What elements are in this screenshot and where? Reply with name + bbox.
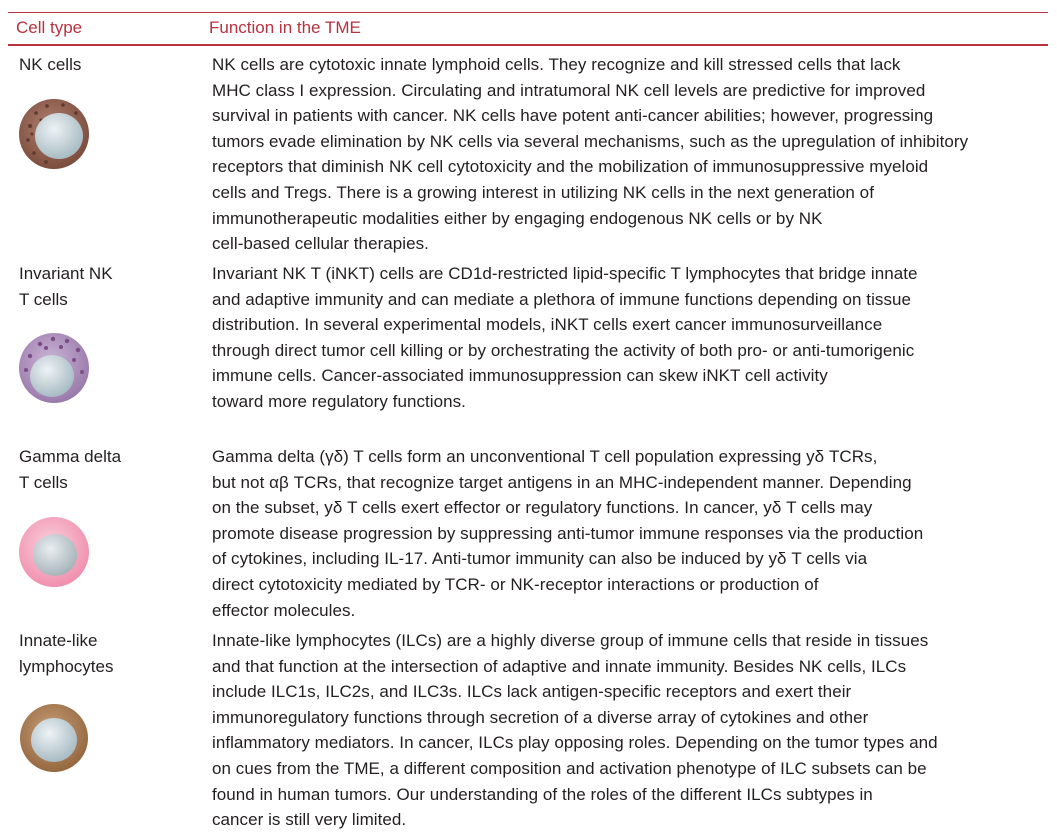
function-line: direct cytotoxicity mediated by TCR- or NK-receptor interactions or production of (212, 574, 819, 594)
function-line: toward more regulatory functions. (212, 391, 466, 411)
function-line: receptors that diminish NK cell cytotoxicity and the mobilization of immunosuppressive myeloid (212, 157, 929, 177)
function-description (212, 52, 1052, 257)
function-line: through direct tumor cell killing or by orchestrating the activity of both pro- or anti-tumorigenic (212, 340, 915, 360)
inkt-cell-icon (16, 330, 92, 406)
function-line: but not αβ TCRs, that recognize target antigens in an MHC-independent manner. Depending (212, 472, 912, 492)
function-line: cell-based cellular therapies. (212, 234, 429, 254)
function-line: immunotherapeutic modalities either by engaging endogenous NK cells or by NK (212, 208, 823, 228)
function-line: of cytokines, including IL-17. Anti-tumor immunity can also be induced by yδ T cells via (212, 549, 868, 569)
cell-type-label (19, 261, 189, 312)
ilc-cell-icon (16, 700, 92, 776)
function-line: NK cells are cytotoxic innate lymphoid cells. They recognize and kill stressed cells that lack (212, 55, 901, 74)
column-header-function: Function in the TME (209, 18, 361, 37)
function-line: tumors evade elimination by NK cells via several mechanisms, such as the upregulation of inhibitory (212, 131, 969, 151)
column-header-cell-type: Cell type (16, 18, 83, 37)
function-line: found in human tumors. Our understanding of the roles of the different ILCs subtypes in (212, 784, 873, 804)
function-line: effector molecules. (212, 600, 356, 620)
function-line: cancer is still very limited. (212, 810, 407, 830)
nk-cell-icon (16, 96, 92, 172)
cell-type-label (19, 628, 189, 679)
cell-type-line: Invariant NK (19, 264, 113, 283)
function-line: inflammatory mediators. In cancer, ILCs play opposing roles. Depending on the tumor types and (212, 733, 938, 753)
function-line: and adaptive immunity and can mediate a plethora of immune functions depending on tissue (212, 289, 911, 309)
function-line: on the subset, yδ T cells exert effector or regulatory functions. In cancer, yδ T cells may (212, 498, 873, 518)
function-line: on cues from the TME, a different composition and activation phenotype of ILC subsets can be (212, 758, 927, 778)
cell-type-label (19, 52, 189, 78)
cell-type-line: Innate-like (19, 631, 98, 650)
function-line: immune cells. Cancer-associated immunosuppression can skew iNKT cell activity (212, 366, 828, 386)
gamma-delta-t-cell-icon (16, 514, 92, 590)
function-line: Gamma delta (γδ) T cells form an unconventional T cell population expressing yδ TCRs, (212, 447, 878, 466)
function-line: distribution. In several experimental models, iNKT cells exert cancer immunosurveillance (212, 315, 883, 335)
function-line: and that function at the intersection of adaptive and innate immunity. Besides NK cells, ILCs (212, 656, 907, 676)
function-description (212, 261, 1052, 415)
cell-type-line: T cells (19, 472, 68, 492)
function-line: immunoregulatory functions through secretion of a diverse array of cytokines and other (212, 707, 869, 727)
cell-type-line: Gamma delta (19, 447, 122, 466)
function-line: promote disease progression by suppressing anti-tumor immune responses via the production (212, 523, 924, 543)
function-description (212, 444, 1052, 623)
cell-type-line: T cells (19, 289, 68, 309)
cell-type-line: lymphocytes (19, 656, 114, 676)
function-line: MHC class I expression. Circulating and intratumoral NK cell levels are predictive for improved (212, 80, 926, 100)
cell-type-label (19, 444, 189, 495)
function-line: include ILC1s, ILC2s, and ILC3s. ILCs lack antigen-specific receptors and exert their (212, 682, 852, 702)
function-line: cells and Tregs. There is a growing interest in utilizing NK cells in the next generation of (212, 182, 874, 202)
function-description (212, 628, 1052, 833)
cell-type-line: NK cells (19, 55, 82, 74)
function-line: Innate-like lymphocytes (ILCs) are a highly diverse group of immune cells that reside in tissues (212, 631, 929, 650)
function-line: survival in patients with cancer. NK cells have potent anti-cancer abilities; however, progressing (212, 106, 934, 126)
function-line: Invariant NK T (iNKT) cells are CD1d-restricted lipid-specific T lymphocytes that bridge innate (212, 264, 918, 283)
table-header (8, 12, 1048, 46)
